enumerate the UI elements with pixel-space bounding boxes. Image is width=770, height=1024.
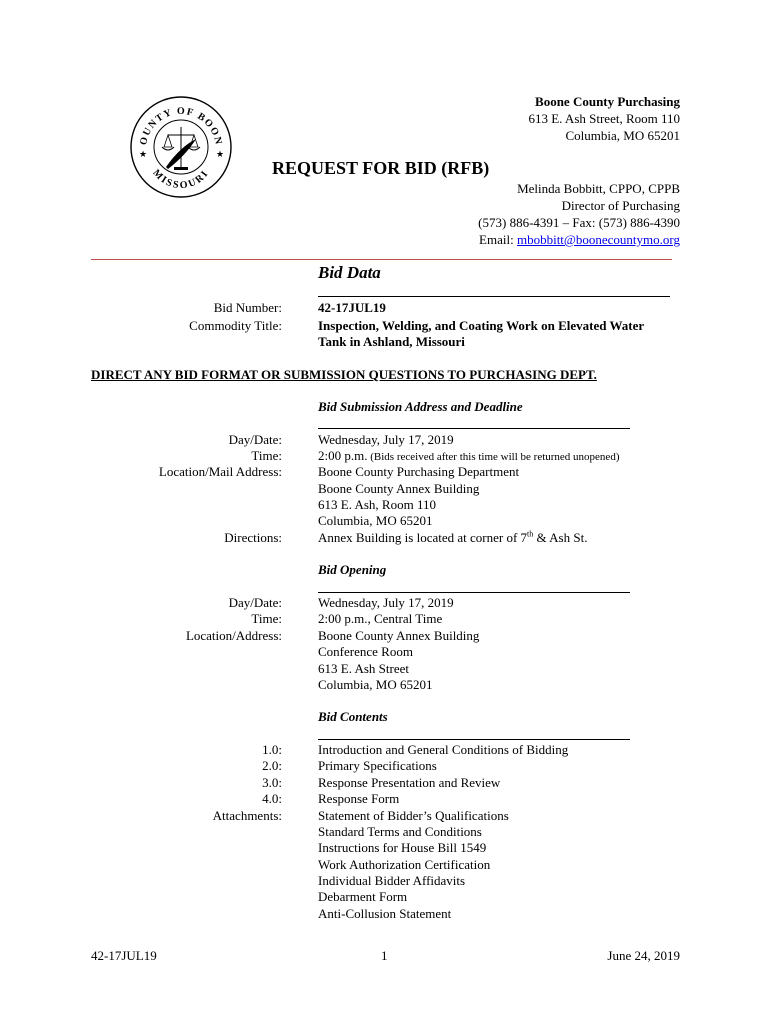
- submission-location-line4: Columbia, MO 65201: [318, 513, 433, 528]
- contents-item-value: Introduction and General Conditions of Bidding: [318, 742, 569, 757]
- contents-underline: [318, 739, 630, 740]
- contents-item-label: 1.0:: [262, 742, 282, 757]
- submission-time-note: (Bids received after this time will be returned unopened): [367, 451, 620, 463]
- direct-questions-notice: DIRECT ANY BID FORMAT OR SUBMISSION QUESTIONS TO PURCHASING DEPT.: [91, 367, 597, 382]
- submission-time-label: Time:: [251, 448, 282, 463]
- purchasing-header: [528, 93, 680, 144]
- attachment-item: Statement of Bidder’s Qualifications: [318, 808, 509, 823]
- svg-text:★: ★: [139, 150, 148, 160]
- attachment-item: Anti-Collusion Statement: [318, 906, 452, 921]
- attachment-item: Debarment Form: [318, 889, 408, 904]
- contact-role: Director of Purchasing: [561, 198, 680, 213]
- contents-item-value: Response Presentation and Review: [318, 775, 501, 790]
- attachments-label: Attachments:: [212, 808, 282, 823]
- commodity-value-line1: Inspection, Welding, and Coating Work on Elevated Water: [318, 318, 645, 333]
- bid-data-underline: [318, 296, 670, 297]
- contents-item-value: Response Form: [318, 791, 400, 806]
- org-address-line2: Columbia, MO 65201: [565, 128, 680, 143]
- opening-day-label: Day/Date:: [228, 595, 282, 610]
- submission-location-line1: Boone County Purchasing Department: [318, 464, 520, 479]
- county-seal: [128, 95, 234, 199]
- svg-text:COUNTY OF BOONE: OUNTY OF BOON: [138, 105, 224, 147]
- document-title: REQUEST FOR BID (RFB): [272, 158, 490, 178]
- directions-sup: th: [527, 529, 534, 539]
- page-number: 1: [381, 948, 388, 963]
- submission-location-label: Location/Mail Address:: [158, 464, 282, 479]
- contact-name: Melinda Bobbitt, CPPO, CPPB: [517, 181, 680, 196]
- bid-data-heading: Bid Data: [318, 263, 381, 282]
- org-name: Boone County Purchasing: [535, 94, 680, 109]
- attachment-item: Work Authorization Certification: [318, 857, 491, 872]
- contents-item-label: 4.0:: [262, 791, 282, 806]
- opening-location-line1: Boone County Annex Building: [318, 628, 480, 643]
- submission-day-value: Wednesday, July 17, 2019: [318, 432, 454, 447]
- contents-item-value: Primary Specifications: [318, 758, 437, 773]
- attachment-item: Individual Bidder Affidavits: [318, 873, 466, 888]
- org-address-line1: 613 E. Ash Street, Room 110: [528, 111, 680, 126]
- header-divider: [91, 259, 672, 260]
- submission-location-line2: Boone County Annex Building: [318, 481, 480, 496]
- footer-bid-number: 42-17JUL19: [91, 948, 157, 963]
- svg-text:MISSOURI: MISSOURI: [150, 167, 212, 192]
- directions-label: Directions:: [224, 530, 282, 545]
- submission-heading: Bid Submission Address and Deadline: [318, 399, 523, 414]
- contents-item-label: 3.0:: [262, 775, 282, 790]
- email-label: Email:: [479, 232, 517, 247]
- opening-time-value: 2:00 p.m., Central Time: [318, 611, 443, 626]
- contents-item-label: 2.0:: [262, 758, 282, 773]
- opening-underline: [318, 592, 630, 593]
- submission-underline: [318, 428, 630, 429]
- opening-location-label: Location/Address:: [185, 628, 282, 643]
- submission-time-value: [318, 448, 718, 466]
- submission-location-line3: 613 E. Ash, Room 110: [318, 497, 436, 512]
- opening-location-line2: Conference Room: [318, 644, 413, 659]
- opening-heading: Bid Opening: [318, 562, 387, 577]
- bid-number-label: Bid Number:: [213, 300, 282, 315]
- submission-time: 2:00 p.m.: [318, 448, 368, 463]
- opening-location-line4: Columbia, MO 65201: [318, 677, 433, 692]
- contact-block: [478, 180, 680, 248]
- attachment-item: Instructions for House Bill 1549: [318, 840, 487, 855]
- bid-number-value: 42-17JUL19: [318, 300, 386, 315]
- contents-heading: Bid Contents: [318, 709, 388, 724]
- contact-phone: (573) 886-4391 – Fax: (573) 886-4390: [478, 215, 680, 230]
- county-seal-icon: [128, 95, 234, 199]
- contact-email-row: [478, 231, 680, 248]
- directions-value: [318, 530, 678, 547]
- directions-text-end: & Ash St.: [533, 530, 588, 545]
- commodity-value-line2: Tank in Ashland, Missouri: [318, 334, 465, 349]
- opening-time-label: Time:: [251, 611, 282, 626]
- attachment-item: Standard Terms and Conditions: [318, 824, 482, 839]
- opening-day-value: Wednesday, July 17, 2019: [318, 595, 454, 610]
- svg-text:★: ★: [216, 150, 225, 160]
- footer-date: June 24, 2019: [607, 948, 680, 963]
- submission-day-label: Day/Date:: [228, 432, 282, 447]
- directions-text: Annex Building is located at corner of 7: [318, 530, 528, 545]
- commodity-label: Commodity Title:: [189, 318, 282, 333]
- email-link[interactable]: mbobbitt@boonecountymo.org: [516, 232, 680, 247]
- opening-location-line3: 613 E. Ash Street: [318, 661, 409, 676]
